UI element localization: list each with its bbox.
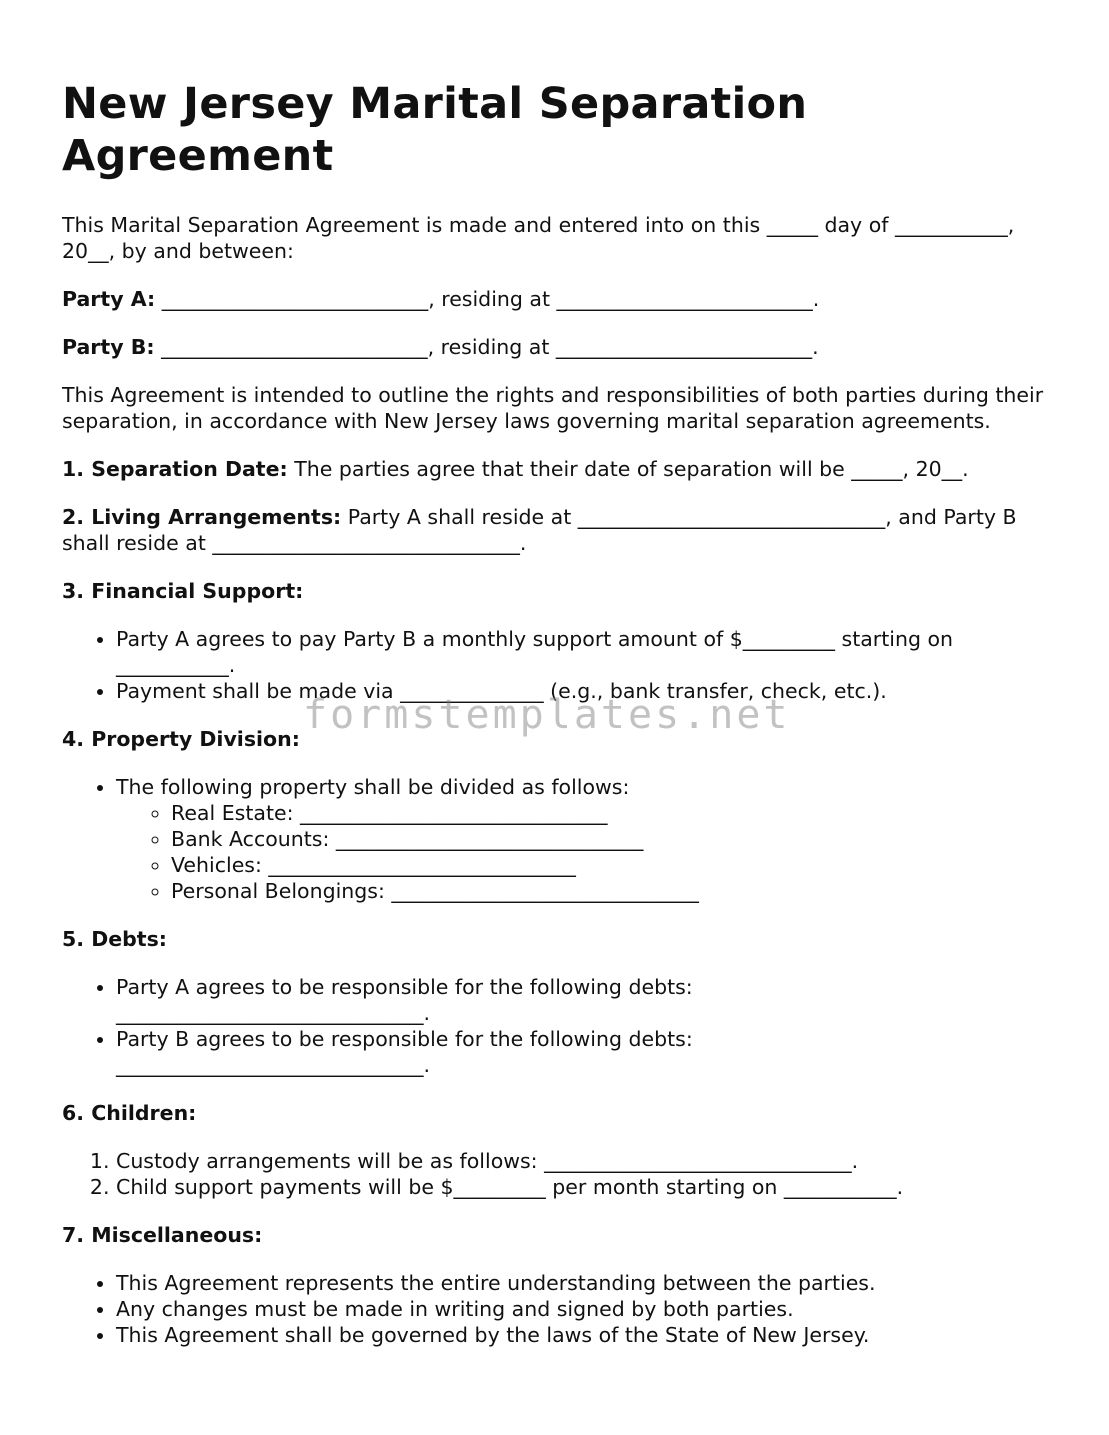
section-text: Party A shall reside at ______________________________, and Party B shall reside at ______________________________. <box>62 505 1017 555</box>
list-item: • Party A agrees to be responsible for the following debts: ______________________________. <box>116 974 752 1026</box>
party-a-line <box>62 286 1052 312</box>
list-item: • Party B agrees to be responsible for the following debts: ______________________________. <box>116 1026 752 1078</box>
section-heading-miscellaneous: 7. Miscellaneous: <box>62 1223 263 1247</box>
list-item: ◦ Real Estate: ______________________________ <box>171 800 1052 826</box>
document-title: New Jersey Marital Separation Agreement <box>62 79 808 181</box>
section-heading-debts: 5. Debts: <box>62 927 167 951</box>
party-b-line <box>62 334 1052 360</box>
section-living-arrangements <box>62 504 1052 556</box>
watermark: formstemplates.net <box>303 692 791 738</box>
list-item: 1. Custody arrangements will be as follows: ______________________________. <box>116 1148 1052 1174</box>
party-b-text: __________________________, residing at _________________________. <box>154 335 819 359</box>
document-page <box>62 78 1052 1370</box>
list-item: ◦ Personal Belongings: ______________________________ <box>171 878 1052 904</box>
section-text: The parties agree that their date of separation will be _____, 20__. <box>287 457 969 481</box>
section-separation-date <box>62 456 1052 482</box>
list-item: 2. Child support payments will be $_________ per month starting on ___________. <box>116 1174 1052 1200</box>
debts-list <box>62 974 1052 1078</box>
list-item: • Party A agrees to pay Party B a monthly support amount of $_________ starting on ___________. <box>116 626 1052 678</box>
list-item <box>116 774 1052 904</box>
property-intro: The following property shall be divided as follows: <box>116 775 630 799</box>
party-b-label: Party B: <box>62 335 155 359</box>
section-heading-financial-support: 3. Financial Support: <box>62 579 304 603</box>
section-heading-property-division: 4. Property Division: <box>62 727 300 751</box>
miscellaneous-list <box>62 1270 1052 1348</box>
section-heading-children: 6. Children: <box>62 1101 197 1125</box>
party-a-label: Party A: <box>62 287 156 311</box>
list-item: • Payment shall be made via ______________ (e.g., bank transfer, check, etc.). <box>116 678 1052 704</box>
section-heading: 1. Separation Date: <box>62 457 288 481</box>
property-sublist <box>116 800 1052 904</box>
list-item: ◦ Bank Accounts: ______________________________ <box>171 826 1052 852</box>
purpose-paragraph: This Agreement is intended to outline the rights and responsibilities of both parties during their separation, in accordance with New Jersey laws governing marital separation agreements. <box>62 383 1044 433</box>
list-item: • Any changes must be made in writing and signed by both parties. <box>116 1296 1052 1322</box>
financial-support-list <box>62 626 1052 704</box>
intro-paragraph: This Marital Separation Agreement is made and entered into on this _____ day of ___________, 20__, by and between: <box>62 213 1015 263</box>
list-item: • This Agreement represents the entire understanding between the parties. <box>116 1270 1052 1296</box>
list-item: • This Agreement shall be governed by the laws of the State of New Jersey. <box>116 1322 1052 1348</box>
section-heading: 2. Living Arrangements: <box>62 505 342 529</box>
party-a-text: __________________________, residing at _________________________. <box>155 287 820 311</box>
property-division-list <box>62 774 1052 904</box>
children-list <box>62 1148 1052 1200</box>
list-item: ◦ Vehicles: ______________________________ <box>171 852 1052 878</box>
